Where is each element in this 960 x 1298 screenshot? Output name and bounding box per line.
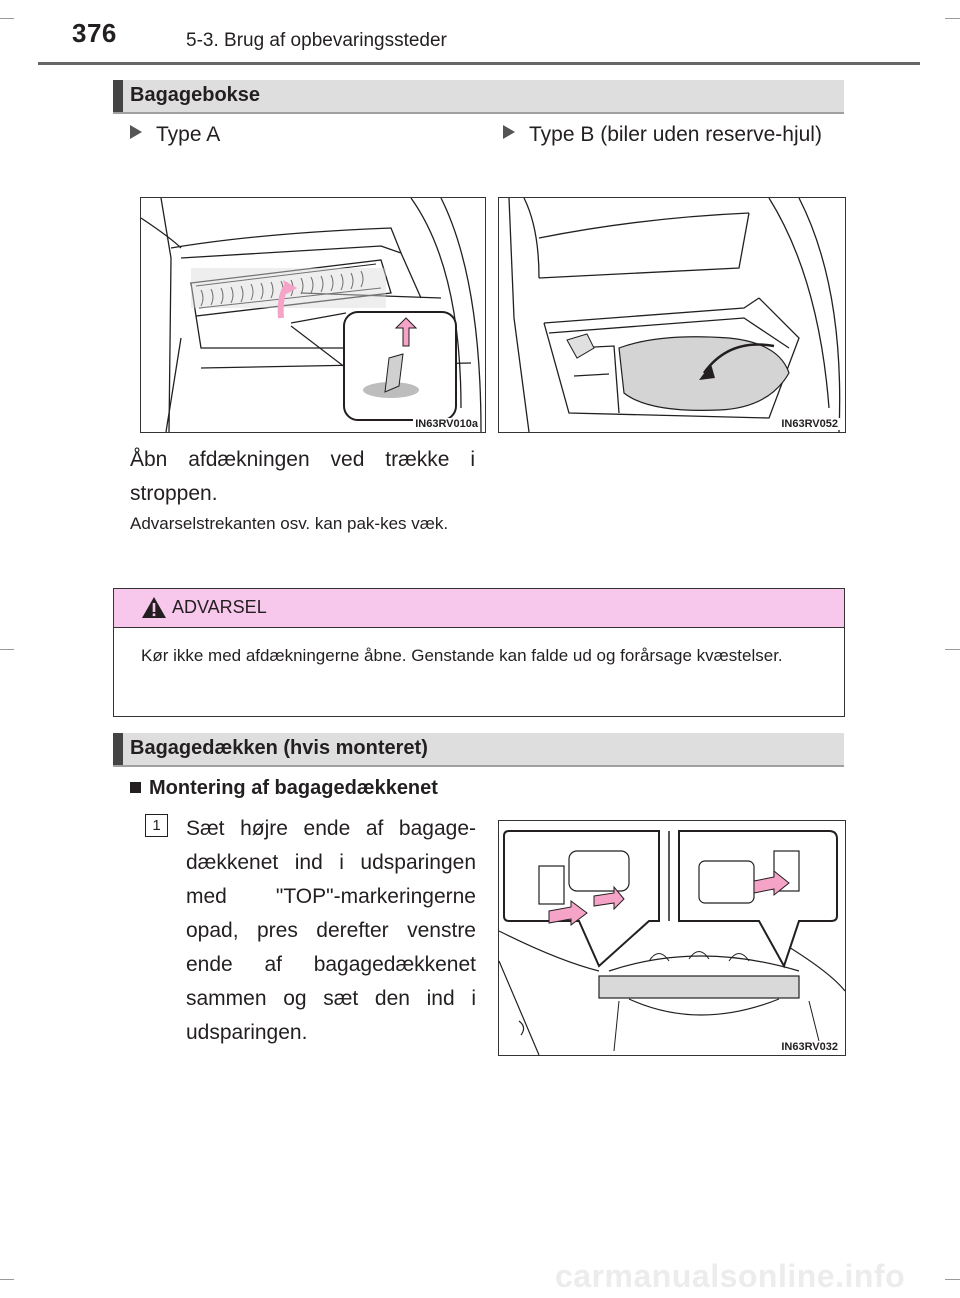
trunk-type-a-illustration	[141, 198, 485, 432]
crop-mark	[945, 18, 960, 19]
section-heading-text: Bagagedækken (hvis monteret)	[130, 737, 428, 759]
section-heading-bar	[113, 733, 123, 765]
subheading-text: Montering af bagagedækkenet	[149, 777, 438, 799]
type-b-text: Type B (biler uden reserve-hjul)	[529, 123, 822, 146]
triangle-bullet-icon	[503, 125, 515, 139]
page-number: 376	[72, 18, 117, 48]
square-bullet-icon	[130, 782, 141, 793]
header-rule	[38, 62, 920, 65]
warning-triangle-icon	[141, 596, 167, 619]
trunk-type-b-illustration	[499, 198, 845, 432]
watermark: carmanualsonline.info	[555, 1258, 906, 1294]
section-heading-tonneau-cover	[113, 733, 844, 767]
figure-type-a	[140, 197, 486, 433]
figure-code: IN63RV052	[781, 418, 838, 430]
storage-note: Advarselstrekanten osv. kan pak-kes væk.	[130, 514, 449, 533]
subheading-mounting	[130, 777, 438, 800]
warning-text: Kør ikke med afdækningerne åbne. Genstande kan falde ud og forårsage kvæstelser.	[141, 646, 783, 665]
crop-mark	[945, 1279, 960, 1280]
warning-label: ADVARSEL	[172, 597, 267, 617]
step-text: Sæt højre ende af bagage-dækkenet ind i udsparingen med "TOP"-markeringerne opad, pres derefter venstre ende af bagagedækkenet sammen og sæt den ind i udsparingen.	[186, 817, 476, 1044]
triangle-bullet-icon	[130, 125, 142, 139]
figure-code: IN63RV010a	[415, 418, 478, 430]
type-a-text: Type A	[156, 123, 221, 146]
crop-mark	[945, 649, 960, 650]
crop-mark	[0, 18, 14, 19]
open-cover-instruction: Åbn afdækningen ved trække i stroppen.	[130, 448, 475, 505]
type-b-label	[503, 118, 833, 152]
section-heading-text: Bagagebokse	[130, 84, 261, 106]
warning-box	[113, 588, 845, 717]
step-number: 1	[145, 814, 168, 837]
tonneau-cover-illustration	[499, 821, 845, 1055]
figure-type-b	[498, 197, 846, 433]
crop-mark	[0, 649, 14, 650]
chapter-title: 5-3. Brug af opbevaringssteder	[186, 30, 447, 51]
section-heading-bar	[113, 80, 123, 112]
warning-header	[114, 589, 844, 628]
figure-tonneau-cover	[498, 820, 846, 1056]
section-heading-luggage-boxes	[113, 80, 844, 114]
type-a-label	[130, 118, 220, 152]
figure-code: IN63RV032	[781, 1041, 838, 1053]
crop-mark	[0, 1279, 14, 1280]
